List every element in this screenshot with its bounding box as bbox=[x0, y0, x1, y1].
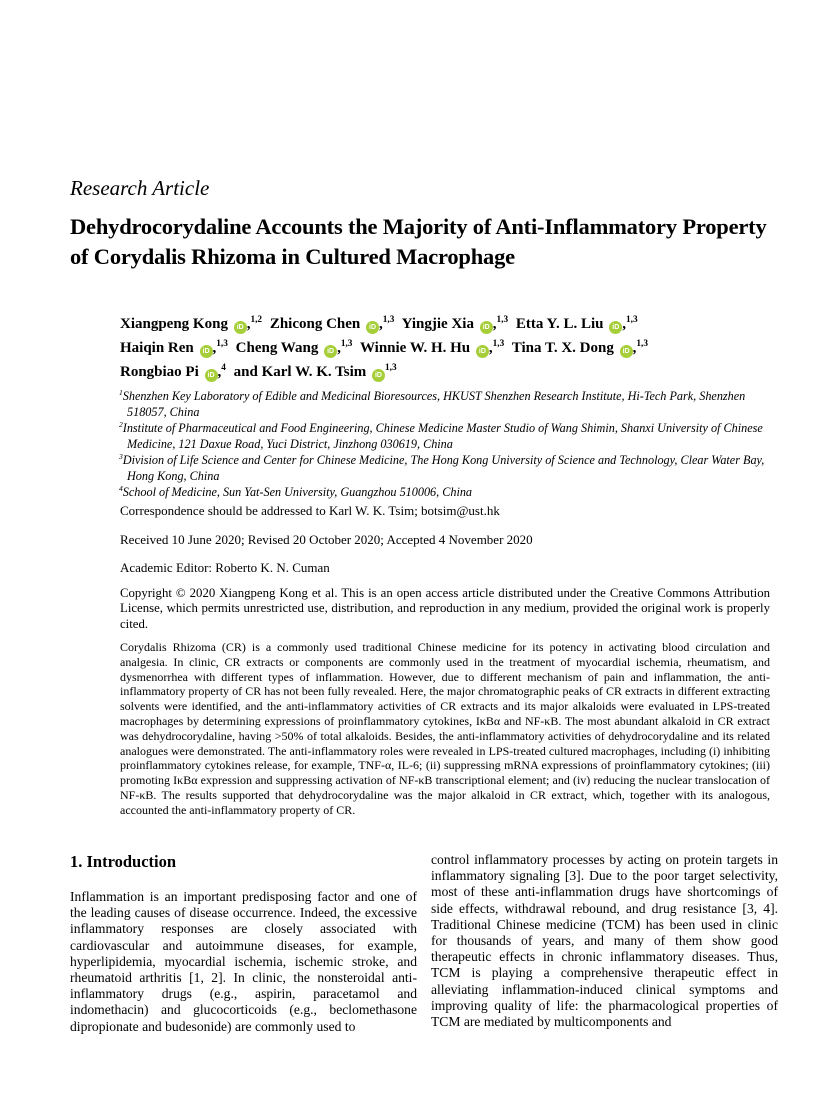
author-affiliation-superscript: 4 bbox=[221, 363, 226, 373]
author-line bbox=[120, 360, 780, 384]
author-name: and Karl W. K. Tsim iD$^{1,3}$ bbox=[233, 363, 397, 380]
introduction-paragraph-left: Inflammation is an important predisposing factor and one of the leading causes of disease occurrence. Indeed, the excessive inflammatory responses are closely associated with cardiovascular and autoimmune diseases, for example, hyperlipidemia, myocardial ischemia, ischemic stroke, and rheumatoid arthritis [1, 2]. In clinic, the nonsteroidal anti-inflammatory drugs (e.g., aspirin, paracetamol and indomethacin) and glucocorticoids (e.g., beclomethasone dipropionate and budesonide) are commonly used to bbox=[70, 889, 417, 1034]
paper-title: Dehydrocorydaline Accounts the Majority of Anti-Inflammatory Property of Corydalis Rhizoma in Cultured Macrophage bbox=[70, 214, 767, 269]
introduction-paragraph-right: control inflammatory processes by acting on protein targets in inflammatory signaling [3]. Due to the poor target selectivity, most of these anti-inflammation drugs have shortcomings of side effects, withdrawal rebound, and drug resistance [3, 4]. Traditional Chinese medicine (TCM) has been used in clinic for thousands of years, and many of them show good therapeutic effects in chronic inflammatory diseases. Thus, TCM is playing a comprehensive therapeutic effect in alleviating inflammation-induced clinical symptoms and improving quality of life: the pharmacological properties of TCM are mediated by multicomponents and bbox=[431, 852, 778, 1030]
author-name: Zhicong Chen iD ,$^{1,3}$ bbox=[269, 315, 395, 332]
orcid-icon[interactable]: iD bbox=[205, 369, 218, 382]
body-columns bbox=[70, 852, 778, 1035]
orcid-icon[interactable]: iD bbox=[366, 321, 379, 334]
left-column bbox=[70, 852, 417, 1035]
affiliation-item: $^4$School of Medicine, Sun Yat-Sen University, Guangzhou 510006, China bbox=[119, 483, 473, 499]
author-affiliation-superscript: 1,3 bbox=[382, 315, 395, 325]
article-type: Research Article bbox=[70, 176, 210, 200]
author-name: Etta Y. L. Liu iD ,$^{1,3}$ bbox=[515, 315, 638, 332]
author-line bbox=[120, 336, 780, 360]
academic-editor-line: Academic Editor: Roberto K. N. Cuman bbox=[120, 560, 330, 575]
author-line bbox=[120, 312, 780, 336]
right-column bbox=[431, 852, 778, 1035]
affiliation-number: 2 bbox=[119, 419, 123, 429]
affiliation-item: $^2$Institute of Pharmaceutical and Food Engineering, Chinese Medicine Master Studio of Wang Shimin, Shanxi University of Chinese Medicine, 121 Daxue Road, Yuci District, Jinzhong 030619, China bbox=[119, 419, 763, 451]
author-name: Cheng Wang iD ,$^{1,3}$ bbox=[235, 339, 353, 356]
history-line: Received 10 June 2020; Revised 20 October 2020; Accepted 4 November 2020 bbox=[120, 532, 533, 547]
orcid-icon[interactable]: iD bbox=[480, 321, 493, 334]
author-name: Xiangpeng Kong iD ,$^{1,2}$ bbox=[120, 315, 263, 332]
author-affiliation-superscript: 1,3 bbox=[636, 339, 648, 349]
orcid-icon[interactable]: iD bbox=[324, 345, 337, 358]
author-affiliation-superscript: 1,3 bbox=[384, 363, 397, 373]
author-affiliation-superscript: 1,3 bbox=[496, 315, 509, 325]
affiliation-number: 3 bbox=[119, 451, 123, 461]
copyright-notice: Copyright © 2020 Xiangpeng Kong et al. This is an open access article distributed under the Creative Commons Attribution License, which permits unrestricted use, distribution, and reproduction in any medium, provided the original work is properly cited. bbox=[120, 586, 770, 631]
author-name: Winnie W. H. Hu iD ,$^{1,3}$ bbox=[359, 339, 505, 356]
author-affiliation-superscript: 1,3 bbox=[340, 339, 353, 349]
author-affiliation-superscript: 1,3 bbox=[492, 339, 505, 349]
abstract-text: Corydalis Rhizoma (CR) is a commonly used traditional Chinese medicine for its potency in activating blood circulation and analgesia. In clinic, CR extracts or components are commonly used in the treatment of myocardial ischemia, rheumatism, and dysmenorrhea with different types of inflammation. However, due to different mechanism of pain and inflammation, the anti-inflammatory property of CR has not been fully revealed. Here, the major chromatographic peaks of CR extracts in different extracting solvents were identified, and the anti-inflammatory activities of CR extracts and its major alkaloids were evaluated in LPS-treated macrophages by determining expressions of proinflammatory cytokines, IκBα and NF-κB. The most abundant alkaloid in CR extract was dehydrocorydaline, having >50% of total alkaloids. Besides, the anti-inflammatory activities of dehydrocorydaline and its related analogues were demonstrated. The anti-inflammatory roles were revealed in LPS-treated cultured macrophages, including (i) inhibiting proinflammatory cytokines release, for example, TNF-α, IL-6; (ii) suppressing mRNA expressions of proinflammatory cytokines; (iii) promoting IκBα expression and suppressing activation of NF-κB transcriptional element; and (iv) reducing the nuclear translocation of NF-κB. The results supported that dehydrocorydaline was the major alkaloid in CR extract, which, together with its analogous, accounted the anti-inflammatory property of CR. bbox=[120, 640, 770, 817]
author-affiliation-superscript: 1,2 bbox=[250, 315, 263, 325]
section-heading-introduction: 1. Introduction bbox=[70, 852, 177, 871]
affiliation-list bbox=[119, 388, 774, 500]
author-list bbox=[120, 312, 780, 384]
orcid-icon[interactable]: iD bbox=[234, 321, 247, 334]
orcid-icon[interactable]: iD bbox=[200, 345, 213, 358]
author-affiliation-superscript: 1,3 bbox=[216, 339, 228, 349]
author-name: Yingjie Xia iD ,$^{1,3}$ bbox=[401, 315, 509, 332]
orcid-icon[interactable]: iD bbox=[609, 321, 622, 334]
orcid-icon[interactable]: iD bbox=[620, 345, 633, 358]
author-affiliation-superscript: 1,3 bbox=[626, 315, 638, 325]
orcid-icon[interactable]: iD bbox=[476, 345, 489, 358]
affiliation-number: 4 bbox=[119, 483, 123, 493]
author-name: Haiqin Ren iD ,$^{1,3}$ bbox=[120, 339, 228, 356]
affiliation-number: 1 bbox=[119, 387, 123, 397]
author-name: Tina T. X. Dong iD ,$^{1,3}$ bbox=[511, 339, 648, 356]
affiliation-item: $^3$Division of Life Science and Center for Chinese Medicine, The Hong Kong University of Science and Technology, Clear Water Bay, Hong Kong, China bbox=[119, 451, 765, 483]
correspondence-line: Correspondence should be addressed to Karl W. K. Tsim; botsim@ust.hk bbox=[120, 503, 500, 518]
affiliation-item: $^1$Shenzhen Key Laboratory of Edible and Medicinal Bioresources, HKUST Shenzhen Research Institute, Hi-Tech Park, Shenzhen 518057, China bbox=[119, 387, 746, 419]
orcid-icon[interactable]: iD bbox=[372, 369, 385, 382]
author-name: Rongbiao Pi iD ,$^4$ bbox=[120, 363, 226, 380]
